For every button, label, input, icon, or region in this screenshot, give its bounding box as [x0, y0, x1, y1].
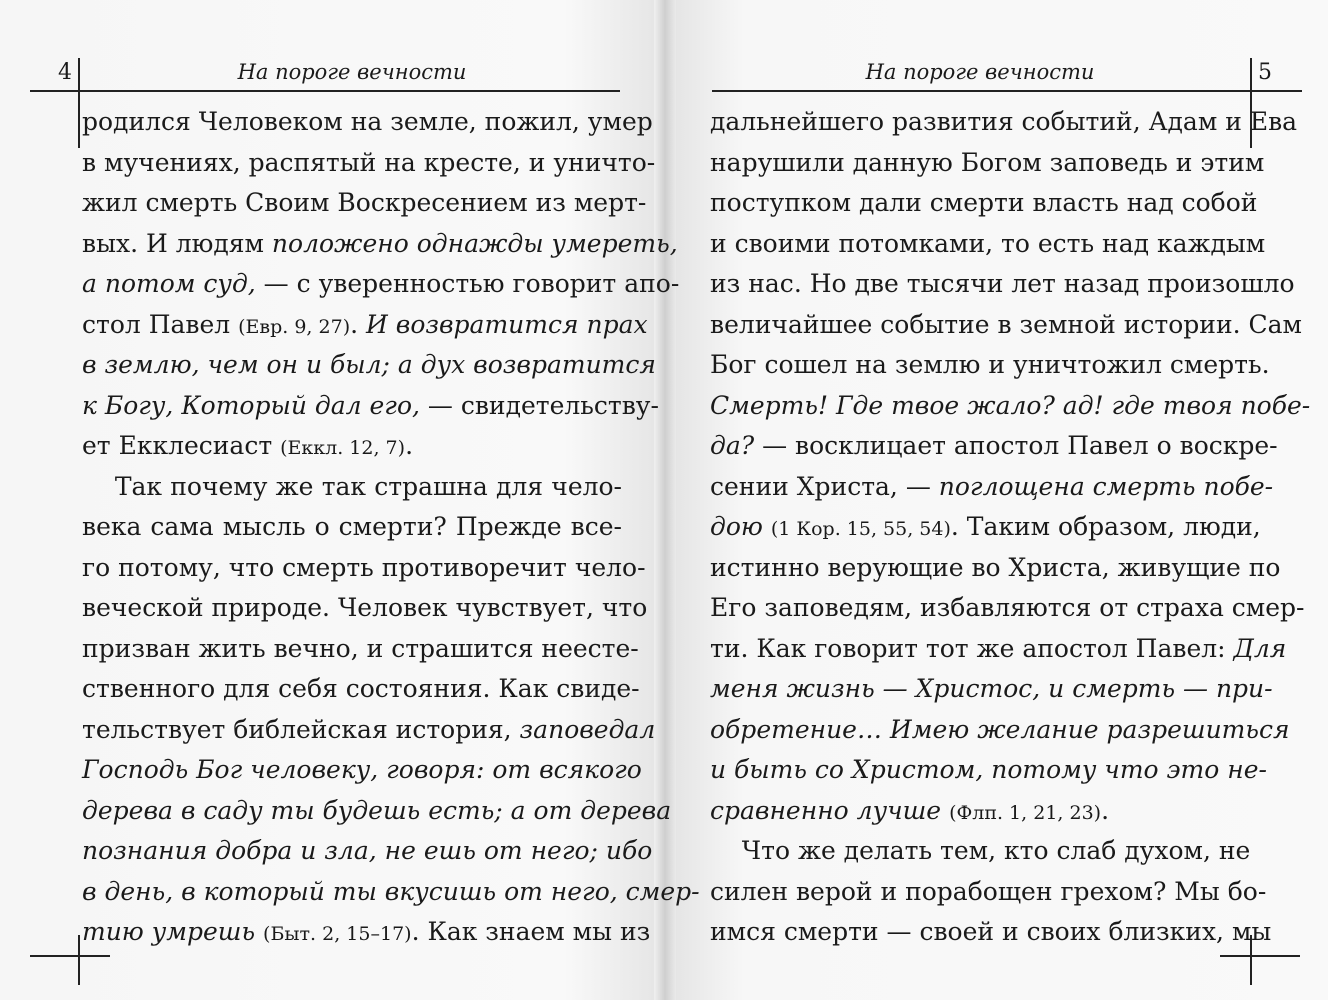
text-segment: имся смерти — своей и своих близких, мы — [710, 917, 1272, 946]
text-segment: вых. И людям — [82, 228, 272, 258]
text-line — [82, 183, 647, 224]
text-line — [710, 791, 1250, 832]
text-segment: сравненно лучше — [710, 795, 942, 825]
text-line — [82, 588, 648, 629]
left-body-text — [82, 102, 700, 953]
text-segment: Для — [1233, 633, 1287, 663]
text-segment: истинно верующие во Христа, живущие по — [710, 552, 1281, 582]
text-line — [82, 750, 642, 791]
text-segment: — с уверенностью говорит апо- — [255, 269, 680, 298]
text-segment: ет Екклесиаст — [82, 431, 281, 460]
text-line — [82, 264, 680, 305]
text-segment: дерева в саду ты будешь есть; а от дерева — [82, 795, 672, 825]
text-line — [710, 386, 1311, 427]
text-line — [710, 183, 1258, 224]
text-line — [710, 467, 1274, 508]
text-line — [82, 548, 646, 589]
text-segment: тельствует библейская история, — [82, 714, 520, 744]
text-segment: — восклицает апостол Павел о воскре- — [754, 431, 1278, 460]
text-segment: в землю, чем он и был; а дух возвратится — [82, 350, 656, 379]
text-segment: жил смерть Своим Воскресением из мерт- — [82, 188, 647, 217]
text-segment: а потом суд, — [82, 269, 256, 298]
citation: (Евр. 9, 27) — [238, 315, 351, 338]
left-footer-crop-mark-h — [30, 955, 110, 957]
text-line — [82, 102, 653, 143]
text-segment: веческой природе. Человек чувствует, что — [82, 593, 648, 622]
text-segment: И возвратится прах — [366, 309, 648, 339]
text-line — [710, 143, 1265, 184]
text-line — [710, 912, 1272, 953]
citation: (Быт. 2, 15–17) — [263, 923, 412, 945]
text-line — [82, 710, 656, 751]
text-line — [82, 305, 648, 346]
book-gutter — [654, 0, 676, 1000]
text-segment: познания добра и зла, не ешь от него; ибо — [82, 836, 653, 865]
text-segment: из нас. Но две тысячи лет назад произошло — [710, 269, 1295, 298]
left-running-head: На пороге вечности — [237, 60, 467, 84]
text-segment: века сама мысль о смерти? Прежде все- — [82, 512, 622, 541]
text-segment: сении Христа, — — [710, 471, 939, 501]
text-segment: . Таким образом, люди, — [950, 512, 1261, 541]
text-line — [710, 507, 1261, 548]
text-segment: Так почему же так страшна для чело- — [82, 471, 622, 501]
left-header-crop-mark — [78, 58, 80, 148]
text-segment: нарушили данную Богом заповедь и этим — [710, 147, 1265, 177]
text-segment: да? — [710, 431, 755, 460]
text-segment: и своими потомками, то есть над каждым — [710, 228, 1266, 258]
text-segment: Бог сошел на землю и уничтожил смерть. — [710, 350, 1270, 379]
text-line — [710, 669, 1273, 710]
text-line — [82, 507, 622, 548]
citation: (Еккл. 12, 7) — [280, 437, 406, 459]
text-line — [82, 426, 622, 467]
text-line — [710, 264, 1295, 305]
left-page-number: 4 — [58, 60, 72, 85]
text-line — [82, 345, 656, 386]
text-line — [710, 426, 1278, 467]
text-line — [82, 669, 640, 710]
text-line — [710, 224, 1266, 265]
citation: (1 Кор. 15, 55, 54) — [770, 518, 951, 540]
text-line — [82, 831, 653, 872]
text-segment: ти. Как говорит тот же апостол Павел: — [710, 633, 1234, 663]
text-segment: положено однажды умереть, — [271, 228, 678, 258]
text-segment: обретение… Имею желание разрешиться — [710, 714, 1290, 744]
text-segment: дою — [710, 512, 763, 541]
text-segment: призван жить вечно, и страшится неесте- — [82, 633, 639, 663]
text-line — [710, 872, 1267, 913]
text-segment: . — [350, 309, 367, 339]
text-segment: меня жизнь — Христос, и смерть — при- — [710, 674, 1273, 703]
text-segment: силен верой и порабощен грехом? Мы бо- — [710, 876, 1267, 906]
text-line — [710, 750, 1267, 791]
text-line — [82, 143, 656, 184]
left-header-rule — [30, 90, 620, 92]
left-footer-crop-mark-v — [78, 935, 80, 985]
right-footer-crop-mark-h — [1220, 955, 1300, 957]
text-segment: . — [1101, 795, 1110, 825]
text-segment: поглощена смерть побе- — [938, 471, 1274, 501]
text-segment — [763, 512, 771, 541]
text-segment: тию умрешь — [82, 917, 256, 946]
text-line — [710, 102, 1298, 143]
text-line — [82, 467, 622, 508]
right-body-text — [710, 102, 1311, 953]
text-line — [710, 710, 1290, 751]
text-segment: дальнейшего развития событий, Адам и Ева — [710, 107, 1298, 136]
right-header-rule — [712, 90, 1302, 92]
text-segment: . — [405, 431, 414, 460]
text-segment — [255, 917, 263, 946]
text-segment: . Как знаем мы из — [411, 917, 651, 946]
text-segment: — свидетельству- — [419, 390, 659, 420]
text-line — [710, 548, 1281, 589]
text-line — [82, 386, 659, 427]
text-segment: Смерть! Где твое жало? ад! где твоя побе- — [710, 390, 1311, 420]
text-segment: величайшее событие в земной истории. Сам — [710, 309, 1302, 339]
text-line — [82, 791, 672, 832]
text-segment: родился Человеком на земле, пожил, умер — [82, 107, 653, 136]
text-segment: ственного для себя состояния. Как свиде- — [82, 674, 640, 703]
text-segment: Его заповедям, избавляются от страха смер- — [710, 593, 1305, 622]
text-segment: в мучениях, распятый на кресте, и уничто- — [82, 147, 656, 177]
text-segment: заповедал — [519, 714, 656, 744]
right-page-number: 5 — [1258, 60, 1272, 85]
text-line — [710, 345, 1270, 386]
right-running-head: На пороге вечности — [865, 60, 1095, 84]
text-segment: го потому, что смерть противоречит чело- — [82, 552, 646, 582]
citation: (Флп. 1, 21, 23) — [949, 801, 1102, 824]
text-segment: поступком дали смерти власть над собой — [710, 188, 1258, 217]
text-line — [82, 629, 639, 670]
text-line — [82, 872, 700, 913]
text-segment: стол Павел — [82, 309, 239, 339]
text-segment: и быть со Христом, потому что это не- — [710, 755, 1267, 784]
text-line — [82, 224, 678, 265]
text-segment — [941, 796, 949, 825]
text-segment: в день, в который ты вкусишь от него, смер- — [82, 876, 700, 906]
text-line — [710, 588, 1305, 629]
text-line — [710, 831, 1250, 872]
text-segment: к Богу, Который дал его, — [82, 390, 420, 420]
text-line — [710, 305, 1302, 346]
text-segment: Господь Бог человеку, говоря: от всякого — [82, 755, 642, 784]
text-line — [710, 629, 1287, 670]
text-segment: Что же делать тем, кто слаб духом, не — [710, 836, 1251, 865]
text-line — [82, 912, 651, 953]
